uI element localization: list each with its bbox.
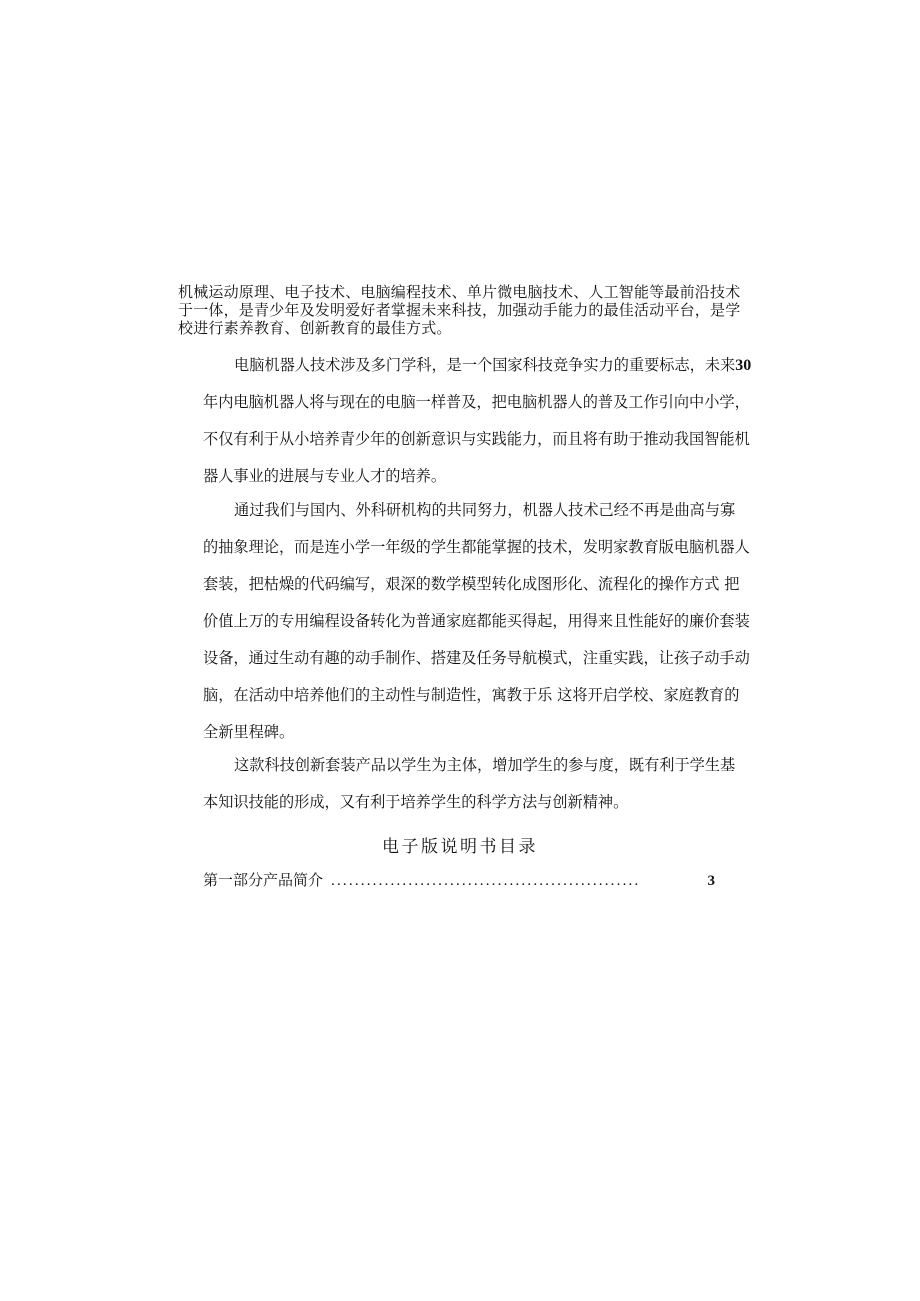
text-line: 机械运动原理、电子技术、电脑编程技术、单片微电脑技术、人工智能等最前沿技术: [178, 283, 741, 301]
text-line: 校进行素养教育、创新教育的最佳方式。: [178, 319, 452, 337]
toc-entry-label: 第一部分产品简介: [203, 871, 324, 889]
toc-entry-product-intro[interactable]: [203, 870, 715, 891]
paragraph-product-kit: [203, 747, 736, 821]
intro-paragraph: [178, 283, 741, 337]
paragraph-research-efforts: [203, 492, 750, 751]
toc-page-number: 3: [707, 873, 715, 889]
text-line: 器人事业的进展与专业人才的培养。: [203, 467, 446, 485]
text-line: 套装，把枯燥的代码编写，艰深的数学模型转化成图形化、流程化的操作方式 把: [203, 575, 740, 593]
text-line: 本知识技能的形成，又有利于培养学生的科学方法与创新精神。: [203, 793, 629, 811]
text-line: 脑，在活动中培养他们的主动性与制造性，寓教于乐 这将开启学校、家庭教育的: [203, 686, 740, 704]
text-line: 价值上万的专用编程设备转化为普通家庭都能买得起，用得来且性能好的廉价套装: [203, 612, 750, 630]
number-thirty: 30: [735, 357, 752, 374]
text-line: 不仅有利于从小培养青少年的创新意识与实践能力，而且将有助于推动我国智能机: [203, 430, 750, 448]
paragraph-robot-technology: [203, 347, 752, 495]
toc-dot-leader: ....................................................: [331, 873, 641, 889]
toc-title: 电子版说明书目录: [382, 837, 538, 857]
text-line: 通过我们与国内、外科研机构的共同努力，机器人技术己经不再是曲高与寡: [234, 501, 736, 519]
text-line: 的抽象理论，而是连小学一年级的学生都能掌握的技术，发明家教育版电脑机器人: [203, 538, 750, 556]
text-line: 于一体，是青少年及发明爱好者掌握未来科技，加强动手能力的最佳活动平台，是学: [178, 301, 741, 319]
text-line: 这款科技创新套装产品以学生为主体，增加学生的参与度，既有利于学生基: [234, 756, 736, 774]
text-line: 年内电脑机器人将与现在的电脑一样普及，把电脑机器人的普及工作引向中小学，: [203, 393, 750, 411]
text-line: 全新里程碑。: [203, 723, 295, 741]
text-segment: 电脑机器人技术涉及多门学科，是一个国家科技竞争实力的重要标志，未来: [234, 356, 736, 374]
text-line: [203, 347, 752, 384]
text-line: 设备，通过生动有趣的动手制作、搭建及任务导航模式，注重实践，让孩子动手动: [203, 649, 750, 667]
